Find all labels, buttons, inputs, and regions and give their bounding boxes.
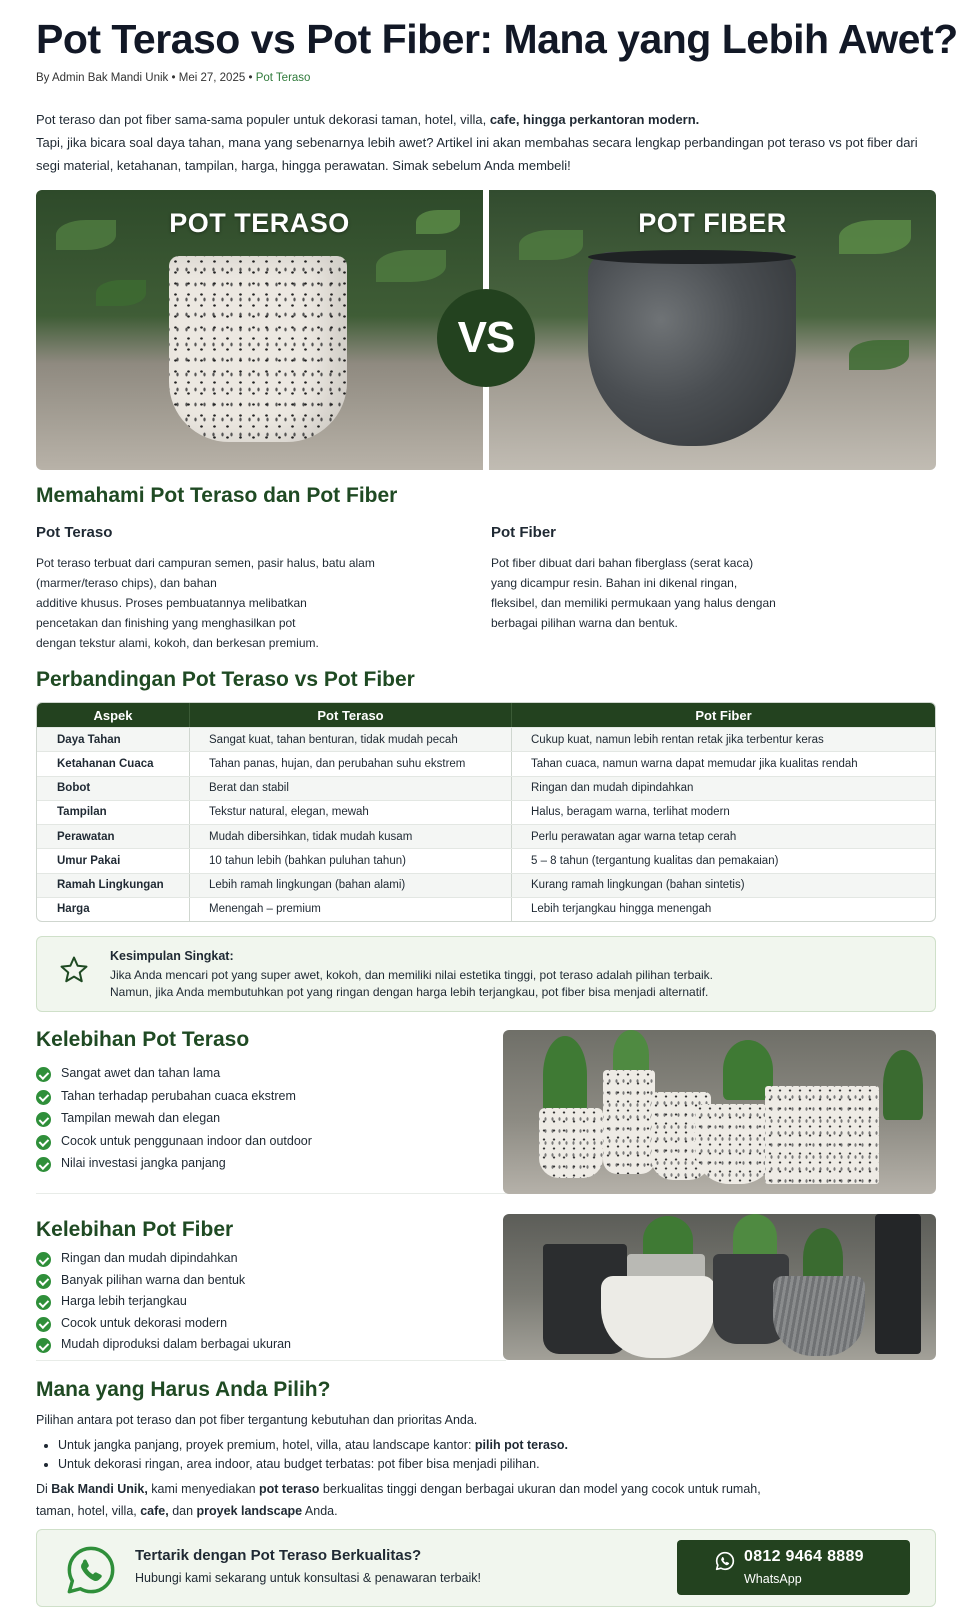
teraso-photo [36,190,483,470]
table-row [37,897,935,921]
closing-bold: proyek landscape [196,1504,303,1518]
summary-callout [36,936,936,1012]
button-label: WhatsApp [744,1572,802,1586]
summary-body [110,967,713,1001]
list-item-text: Untuk dekorasi ringan, area indoor, atau budget terbatas: pot fiber bisa menjadi pilihan. [58,1457,540,1471]
table-cell-fiber: Cukup kuat, namun lebih rentan retak jika terbentur keras [531,733,824,746]
cta-subtitle: Hubungi kami sekarang untuk konsultasi & penawaran terbaik! [135,1571,482,1585]
check-icon [36,1112,51,1127]
check-icon [36,1090,51,1105]
table-cell-fiber: Tahan cuaca, namun warna dapat memudar jika kualitas rendah [531,757,858,770]
table-cell-teraso: Mudah dibersihkan, tidak mudah kusam [190,825,512,848]
check-icon [36,1252,51,1267]
table-header-cell: Pot Fiber [695,707,752,723]
section-heading-understanding: Memahami Pot Teraso dan Pot Fiber [36,484,398,507]
teraso-products-photo [503,1030,936,1194]
closing-text: kami menyediakan [147,1482,259,1496]
list-item-label: Cocok untuk dekorasi modern [61,1315,228,1330]
table-row [37,776,935,800]
subheading-fiber: Pot Fiber [491,524,557,541]
vs-badge: VS [437,289,535,387]
table-cell-teraso: Tekstur natural, elegan, mewah [190,801,512,824]
section-divider [36,1193,506,1194]
table-row [37,824,935,848]
star-icon [59,955,89,985]
teraso-pot-illustration [169,256,347,442]
table-cell-aspect: Perawatan [37,825,190,848]
check-icon [36,1067,51,1082]
teraso-desc-line: Pot teraso terbuat dari campuran semen, pasir halus, batu alam [36,556,375,570]
table-header-row [37,703,935,727]
choose-lead: Pilihan antara pot teraso dan pot fiber tergantung kebutuhan dan prioritas Anda. [36,1413,478,1427]
fiber-desc-line: berbagai pilihan warna dan bentuk. [491,616,678,630]
check-icon [36,1338,51,1353]
list-item-bold: pot teraso. [504,1438,569,1452]
table-cell-fiber: Ringan dan mudah dipindahkan [531,782,694,795]
teraso-desc-line: pencetakan dan finishing yang menghasilkan pot [36,616,296,630]
hero-label-fiber: POT FIBER [638,208,787,238]
table-cell-fiber: Halus, beragam warna, terlihat modern [531,806,730,819]
closing-paragraph [36,1478,936,1522]
hero-label-teraso: POT TERASO [169,208,350,238]
list-item [36,1337,291,1359]
fiber-products-photo [503,1214,936,1360]
teraso-desc-line: (marmer/teraso chips), dan bahan [36,576,217,590]
summary-line: Namun, jika Anda membutuhkan pot yang ringan dengan harga lebih terjangkau, pot fiber bisa menjadi alternatif. [110,985,709,999]
whatsapp-icon [65,1544,117,1596]
category-link[interactable]: Pot Teraso [255,72,311,84]
list-item [36,1251,291,1273]
section-heading-teraso-advantages: Kelebihan Pot Teraso [36,1028,250,1051]
table-row [37,848,935,872]
teraso-desc-line: dengan tekstur alami, kokoh, dan berkesan premium. [36,636,319,650]
list-item [36,1066,312,1089]
list-item [36,1273,291,1295]
table-row [37,873,935,897]
table-row [37,800,935,824]
list-item-label: Tampilan mewah dan elegan [61,1111,221,1125]
check-icon [36,1135,51,1150]
list-item [36,1294,291,1316]
table-cell-aspect: Tampilan [37,801,190,824]
table-cell-teraso: Berat dan stabil [190,777,512,800]
table-cell-teraso: Menengah – premium [190,898,512,921]
phone-number: 0812 9464 8889 [744,1548,864,1565]
table-header-cell: Aspek [37,703,190,727]
fiber-desc-line: yang dicampur resin. Bahan ini dikenal ringan, [491,576,738,590]
list-item [36,1089,312,1112]
intro-text: Pot teraso dan pot fiber sama-sama populer untuk dekorasi taman, hotel, villa, [36,112,490,127]
section-heading-fiber-advantages: Kelebihan Pot Fiber [36,1218,234,1241]
list-item-label: Cocok untuk penggunaan indoor dan outdoor [61,1133,312,1148]
table-cell-teraso: 10 tahun lebih (bahkan puluhan tahun) [190,849,512,872]
check-icon [36,1157,51,1172]
check-icon [36,1317,51,1332]
author[interactable]: By Admin Bak Mandi Unik [36,72,169,84]
table-cell-teraso: Tahan panas, hujan, dan perubahan suhu ekstrem [190,752,512,775]
table-cell-teraso: Sangat kuat, tahan benturan, tidak mudah pecah [190,728,512,751]
cta-title: Tertarik dengan Pot Teraso Berkualitas? [135,1547,422,1564]
table-cell-fiber: 5 – 8 tahun (tergantung kualitas dan pemakaian) [531,854,779,867]
closing-bold: pot teraso [259,1482,320,1496]
table-cell-fiber: Perlu perawatan agar warna tetap cerah [531,830,737,843]
fiber-advantages-list [36,1251,291,1359]
whatsapp-icon [715,1551,735,1571]
check-icon [36,1274,51,1289]
article-title: Pot Teraso vs Pot Fiber: Mana yang Lebih Awet? [36,16,958,62]
list-item [36,1111,312,1134]
list-item-label: Tahan terhadap perubahan cuaca ekstrem [61,1088,296,1103]
list-item [36,1134,312,1157]
closing-text: Di [36,1482,52,1496]
section-heading-choose: Mana yang Harus Anda Pilih? [36,1378,331,1401]
list-item [36,1156,312,1179]
table-cell-aspect: Bobot [37,777,190,800]
table-cell-aspect: Harga [37,898,190,921]
table-cell-teraso: Lebih ramah lingkungan (bahan alami) [190,874,512,897]
list-item-bold: pilih [474,1438,501,1452]
table-header-cell: Pot Teraso [190,703,512,727]
comparison-table [36,702,936,922]
table-cell-aspect: Ketahanan Cuaca [37,752,190,775]
closing-text: taman, hotel, villa, [36,1504,141,1518]
meta-separator: • [171,72,176,84]
fiber-description [491,553,911,633]
fiber-pot-illustration [588,252,796,446]
list-item-label: Nilai investasi jangka panjang [61,1156,226,1170]
check-icon [36,1295,51,1310]
whatsapp-contact-button[interactable] [677,1540,910,1595]
teraso-advantages-list [36,1066,312,1179]
closing-bold: Bak Mandi Unik, [51,1482,148,1496]
list-item-label: Harga lebih terjangkau [61,1294,187,1308]
list-item-label: Banyak pilihan warna dan bentuk [61,1272,246,1287]
table-cell-aspect: Ramah Lingkungan [37,874,190,897]
teraso-desc-line: additive khusus. Proses pembuatannya melibatkan [36,596,307,610]
table-row [37,727,935,751]
table-cell-fiber: Kurang ramah lingkungan (bahan sintetis) [531,879,745,892]
subheading-teraso: Pot Teraso [36,524,113,541]
meta-separator: • [248,72,253,84]
closing-text: berkualitas tinggi dengan berbagai ukuran dan model yang cocok untuk rumah, [319,1482,761,1496]
list-item-label: Sangat awet dan tahan lama [61,1066,221,1080]
list-item-text: Untuk jangka panjang, proyek premium, hotel, villa, atau landscape kantor: [58,1438,475,1452]
table-cell-fiber: Lebih terjangkau hingga menengah [531,903,712,916]
fiber-pot-rim [588,250,796,264]
fiber-desc-line: Pot fiber dibuat dari bahan fiberglass (serat kaca) [491,556,754,570]
choose-list [58,1436,568,1474]
fiber-desc-line: fleksibel, dan memiliki permukaan yang halus dengan [491,596,776,610]
intro-bold: cafe, hingga perkantoran modern. [489,112,700,127]
list-item [58,1455,568,1474]
table-cell-aspect: Daya Tahan [37,728,190,751]
intro-text-2: Tapi, jika bicara soal daya tahan, mana yang sebenarnya lebih awet? Artikel ini akan membahas secara lengkap perbandingan pot teraso vs pot fiber dari segi material, ketahanan, tampilan, harga, hingga perawatan. Simak sebelum Anda membeli! [36,135,918,173]
summary-title: Kesimpulan Singkat: [110,949,234,963]
publish-date: Mei 27, 2025 [178,72,246,84]
list-item [36,1316,291,1338]
fiber-photo [489,190,936,470]
list-item-label: Ringan dan mudah dipindahkan [61,1251,238,1265]
list-item-label: Mudah diproduksi dalam berbagai ukuran [61,1337,292,1351]
intro-paragraph [36,108,936,177]
summary-line: Jika Anda mencari pot yang super awet, kokoh, dan memiliki nilai estetika tinggi, pot teraso adalah pilihan terbaik. [110,968,714,982]
closing-bold: cafe, [140,1504,169,1518]
teraso-description [36,553,456,653]
list-item [58,1436,568,1455]
article-meta [36,72,310,84]
closing-text: dan [168,1504,197,1518]
cta-banner [36,1529,936,1607]
hero-comparison-image [36,190,936,470]
table-row [37,751,935,775]
section-divider [36,1360,506,1361]
section-heading-comparison: Perbandingan Pot Teraso vs Pot Fiber [36,668,415,691]
table-cell-aspect: Umur Pakai [37,849,190,872]
closing-text: Anda. [302,1504,338,1518]
